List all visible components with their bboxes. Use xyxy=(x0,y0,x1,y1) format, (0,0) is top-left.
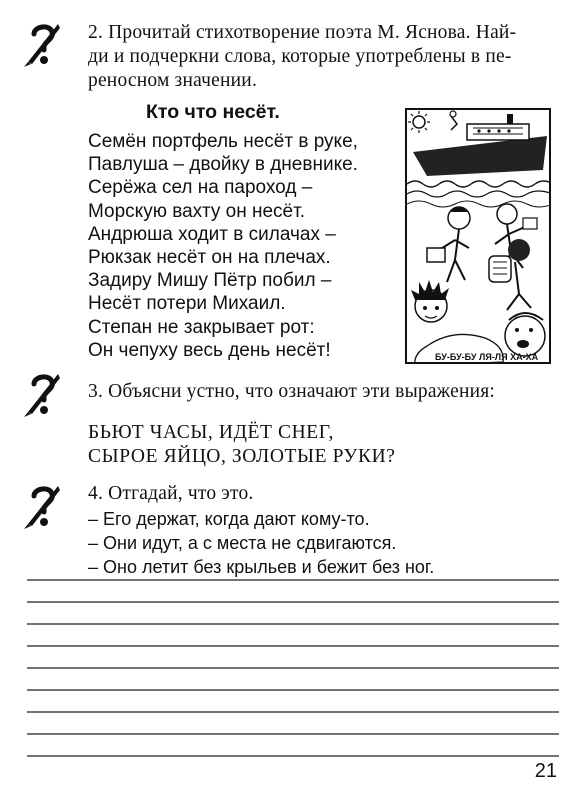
expression-line: СЫРОЕ ЯЙЦО, ЗОЛОТЫЕ РУКИ? xyxy=(88,446,396,467)
poem-line: Семён портфель несёт в руке, xyxy=(88,131,358,152)
poem-line: Несёт потери Михаил. xyxy=(88,293,286,315)
task-3-text xyxy=(88,380,495,404)
task-2-line: реносном значении. xyxy=(88,70,258,91)
poem-line: Павлуша – двойку в дневнике. xyxy=(88,154,358,176)
illustration-drawing xyxy=(407,110,551,364)
poem-line: Серёжа сел на пароход – xyxy=(88,177,313,199)
poem-line: Степан не закрывает рот: xyxy=(88,316,315,338)
task-4-line: 4. Отгадай, что это. xyxy=(88,483,254,504)
talking-boy xyxy=(505,313,545,356)
boy-with-briefcase xyxy=(427,207,470,282)
question-quill-icon xyxy=(20,22,64,68)
poem-line: Рюкзак несёт он на плечах. xyxy=(88,247,331,269)
question-quill-icon xyxy=(20,372,64,418)
task-2-text xyxy=(88,21,516,93)
page-number: 21 xyxy=(534,760,557,782)
answer-lines[interactable] xyxy=(27,578,559,758)
poem-line: Андрюша ходит в силачах – xyxy=(88,223,336,245)
task-4-text xyxy=(88,482,253,506)
task-2-line: ди и подчеркни слова, которые употреблены в пе- xyxy=(88,46,512,67)
boy-with-backpack xyxy=(489,239,531,310)
messy-hair-boy xyxy=(411,280,449,322)
poem-line: Морскую вахту он несёт. xyxy=(88,200,305,222)
poem-body xyxy=(88,130,358,362)
riddle-list xyxy=(88,507,434,579)
riddle-item: – Оно летит без крыльев и бежит без ног. xyxy=(88,557,435,577)
poem-illustration xyxy=(405,108,551,364)
task-3-expressions xyxy=(88,421,396,469)
expression-line: БЬЮТ ЧАСЫ, ИДЁТ СНЕГ, xyxy=(88,422,334,443)
riddle-item: – Его держат, когда дают кому-то. xyxy=(88,509,370,529)
sun-icon xyxy=(408,111,430,133)
poem-line: Задиру Мишу Пётр побил – xyxy=(88,270,332,292)
task-3-line: 3. Объясни устно, что означают эти выражения: xyxy=(88,381,496,402)
ship-icon xyxy=(413,111,547,176)
speech-text: БУ-БУ-БУ ЛЯ-ЛЯ ХА-ХА xyxy=(435,352,539,362)
question-quill-icon xyxy=(20,484,64,530)
task-2-line: 2. Прочитай стихотворение поэта М. Яснова. Най- xyxy=(88,22,517,43)
poem-line: Он чепуху весь день несёт! xyxy=(88,339,331,361)
riddle-item: – Они идут, а с места не сдвигаются. xyxy=(88,533,397,553)
poem-title: Кто что несёт. xyxy=(146,101,280,123)
